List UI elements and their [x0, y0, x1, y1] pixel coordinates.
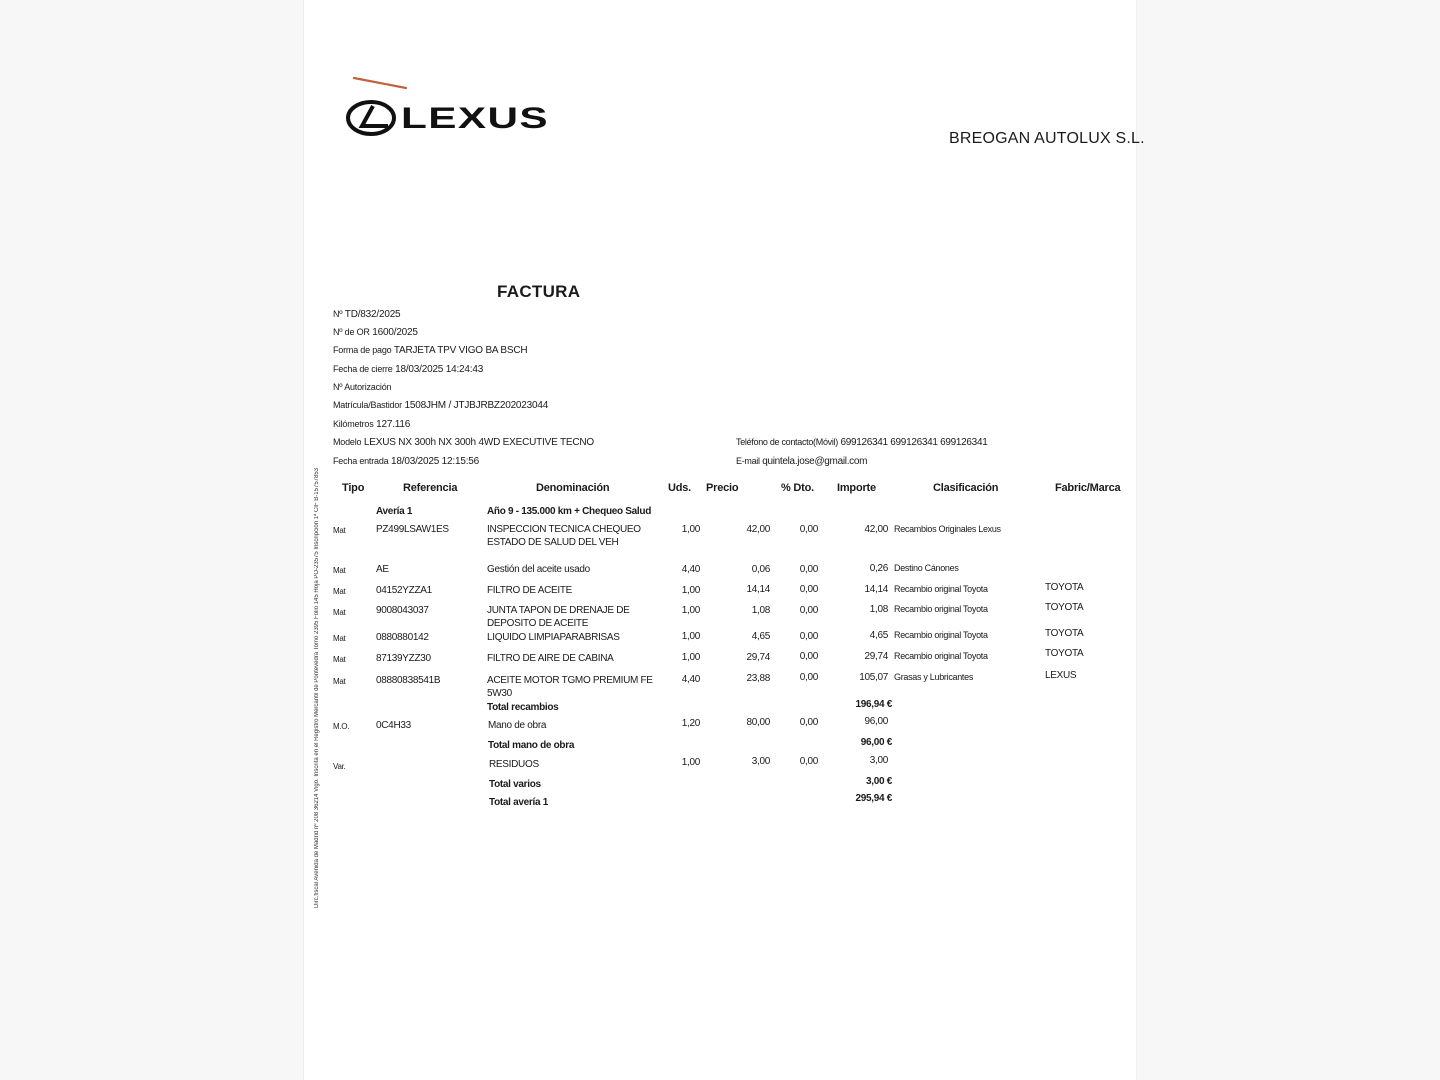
row-marca: LEXUS [1045, 670, 1077, 681]
total-varios-label: Total varios [489, 779, 541, 790]
row-tipo: Mat [333, 634, 346, 643]
row-clasificacion: Destino Cánones [894, 563, 959, 573]
row-dto: 0,00 [799, 672, 818, 683]
row-tipo: Mat [333, 677, 346, 686]
row-uds: 4,40 [681, 674, 700, 685]
col-header-importe: Importe [837, 482, 876, 494]
row-uds: 1,00 [681, 652, 700, 663]
row-denominacion: ACEITE MOTOR TGMO PREMIUM FE 5W30 [487, 675, 653, 699]
row-tipo: Mat [333, 608, 346, 617]
row-importe: 29,74 [864, 651, 888, 662]
lexus-emblem-icon [344, 76, 554, 140]
row-marca: TOYOTA [1045, 648, 1084, 659]
row-uds: 1,00 [681, 757, 700, 768]
row-denominacion: Gestión del aceite usado [487, 564, 590, 575]
col-header-tipo: Tipo [342, 482, 365, 494]
row-precio: 3,00 [751, 756, 770, 767]
row-denominacion: JUNTA TAPON DE DRENAJE DE DEPOSITO DE ACEITE [487, 605, 630, 629]
row-referencia: 08880838541B [376, 675, 441, 686]
row-referencia: PZ499LSAW1ES [376, 524, 449, 535]
total-recambios-label: Total recambios [487, 702, 559, 713]
total-averia-label: Total avería 1 [489, 797, 548, 808]
col-header-denominacion: Denominación [536, 482, 610, 494]
row-precio: 4,65 [751, 631, 770, 642]
field-close-date: Fecha de cierre 18/03/2025 14:24:43 [333, 364, 484, 375]
row-importe: 4,65 [869, 630, 888, 641]
row-referencia: 9008043037 [376, 605, 429, 616]
row-clasificacion: Grasas y Lubricantes [894, 672, 974, 682]
row-dto: 0,00 [799, 756, 818, 767]
row-importe: 1,08 [869, 604, 888, 615]
row-precio: 14,14 [746, 584, 770, 595]
row-precio: 29,74 [746, 652, 770, 663]
col-header-marca: Fabric/Marca [1055, 482, 1121, 494]
row-tipo: Mat [333, 526, 346, 535]
contact-phone: Teléfono de contacto(Móvil) 699126341 699126341 699126341 [736, 437, 988, 448]
group-label: Avería 1 [376, 506, 413, 517]
document-title: FACTURA [497, 282, 581, 301]
row-tipo: Var. [333, 762, 346, 771]
group-title: Año 9 - 135.000 km + Chequeo Salud [487, 506, 652, 517]
row-importe: 96,00 [864, 716, 888, 727]
field-invoice-number: Nº TD/832/2025 [333, 309, 401, 320]
row-clasificacion: Recambio original Toyota [894, 584, 988, 594]
row-marca: TOYOTA [1045, 628, 1084, 639]
row-referencia: 04152YZZA1 [376, 585, 432, 596]
col-header-dto: % Dto. [781, 482, 815, 494]
row-denominacion: Mano de obra [488, 720, 547, 731]
row-dto: 0,00 [799, 717, 818, 728]
row-denominacion: FILTRO DE AIRE DE CABINA [487, 653, 614, 664]
legal-side-text: Dirc.fiscal Avenida de Madrid nº 208 36214 Vigo. Inscrita en el Registro Mercantil de Pontevedra Tomo 2395 Folio 145 Hoja PO-23575 Inscripción 1ª CIF B-15757853 [314, 468, 320, 908]
col-header-uds: Uds. [668, 482, 692, 494]
row-uds: 1,00 [681, 605, 700, 616]
row-importe: 0,26 [869, 563, 888, 574]
field-plate-vin: Matrícula/Bastidor 1508JHM / JTJBJRBZ202023044 [333, 400, 549, 411]
row-clasificacion: Recambios Originales Lexus [894, 524, 1001, 534]
total-recambios-value: 196,94 € [855, 699, 892, 710]
row-tipo: Mat [333, 655, 346, 664]
row-marca: TOYOTA [1045, 582, 1084, 593]
field-kilometers: Kilómetros 127.116 [333, 419, 411, 430]
lexus-logo [344, 76, 554, 140]
row-uds: 1,20 [681, 718, 700, 729]
invoice-sheet [304, 0, 1136, 1080]
row-uds: 4,40 [681, 564, 700, 575]
row-denominacion: LIQUIDO LIMPIAPARABRISAS [487, 632, 620, 643]
col-header-clasificacion: Clasificación [933, 482, 999, 494]
row-precio: 42,00 [746, 524, 770, 535]
row-referencia: 87139YZZ30 [376, 653, 431, 664]
row-dto: 0,00 [799, 584, 818, 595]
lexus-wordmark: LEXUS [401, 102, 549, 135]
total-varios-value: 3,00 € [865, 776, 892, 787]
row-uds: 1,00 [681, 585, 700, 596]
row-denominacion: FILTRO DE ACEITE [487, 585, 573, 596]
row-dto: 0,00 [799, 605, 818, 616]
row-referencia: 0C4H33 [376, 720, 411, 731]
row-dto: 0,00 [799, 564, 818, 575]
row-precio: 0,06 [751, 564, 770, 575]
total-averia-value: 295,94 € [855, 793, 892, 804]
row-tipo: M.O. [333, 722, 350, 731]
row-importe: 3,00 [869, 755, 888, 766]
row-tipo: Mat [333, 566, 346, 575]
row-referencia: AE [376, 564, 389, 575]
row-denominacion: INSPECCION TECNICA CHEQUEO ESTADO DE SALUD DEL VEH [487, 524, 641, 548]
row-uds: 1,00 [681, 524, 700, 535]
row-dto: 0,00 [799, 631, 818, 642]
row-clasificacion: Recambio original Toyota [894, 604, 988, 614]
row-tipo: Mat [333, 587, 346, 596]
row-precio: 23,88 [746, 673, 770, 684]
row-importe: 105,07 [859, 672, 888, 683]
field-entry-date: Fecha entrada 18/03/2025 12:15:56 [333, 456, 479, 467]
row-dto: 0,00 [799, 524, 818, 535]
row-referencia: 0880880142 [376, 632, 429, 643]
row-importe: 14,14 [864, 584, 888, 595]
row-precio: 80,00 [746, 717, 770, 728]
col-header-referencia: Referencia [403, 482, 458, 494]
row-uds: 1,00 [681, 631, 700, 642]
total-mano-label: Total mano de obra [488, 740, 575, 751]
row-clasificacion: Recambio original Toyota [894, 651, 988, 661]
company-name: BREOGAN AUTOLUX S.L. [949, 130, 1145, 147]
field-or-number: Nº de OR 1600/2025 [333, 327, 418, 338]
contact-email: E-mail quintela.jose@gmail.com [736, 456, 868, 467]
field-model: Modelo LEXUS NX 300h NX 300h 4WD EXECUTIVE TECNO [333, 437, 594, 448]
field-payment-method: Forma de pago TARJETA TPV VIGO BA BSCH [333, 345, 528, 356]
row-clasificacion: Recambio original Toyota [894, 630, 988, 640]
field-authorization: Nº Autorización [333, 382, 392, 392]
row-precio: 1,08 [751, 605, 770, 616]
row-denominacion: RESIDUOS [489, 759, 539, 770]
col-header-precio: Precio [706, 482, 739, 494]
total-mano-value: 96,00 € [860, 737, 892, 748]
row-dto: 0,00 [799, 651, 818, 662]
row-marca: TOYOTA [1045, 602, 1084, 613]
row-importe: 42,00 [864, 524, 888, 535]
